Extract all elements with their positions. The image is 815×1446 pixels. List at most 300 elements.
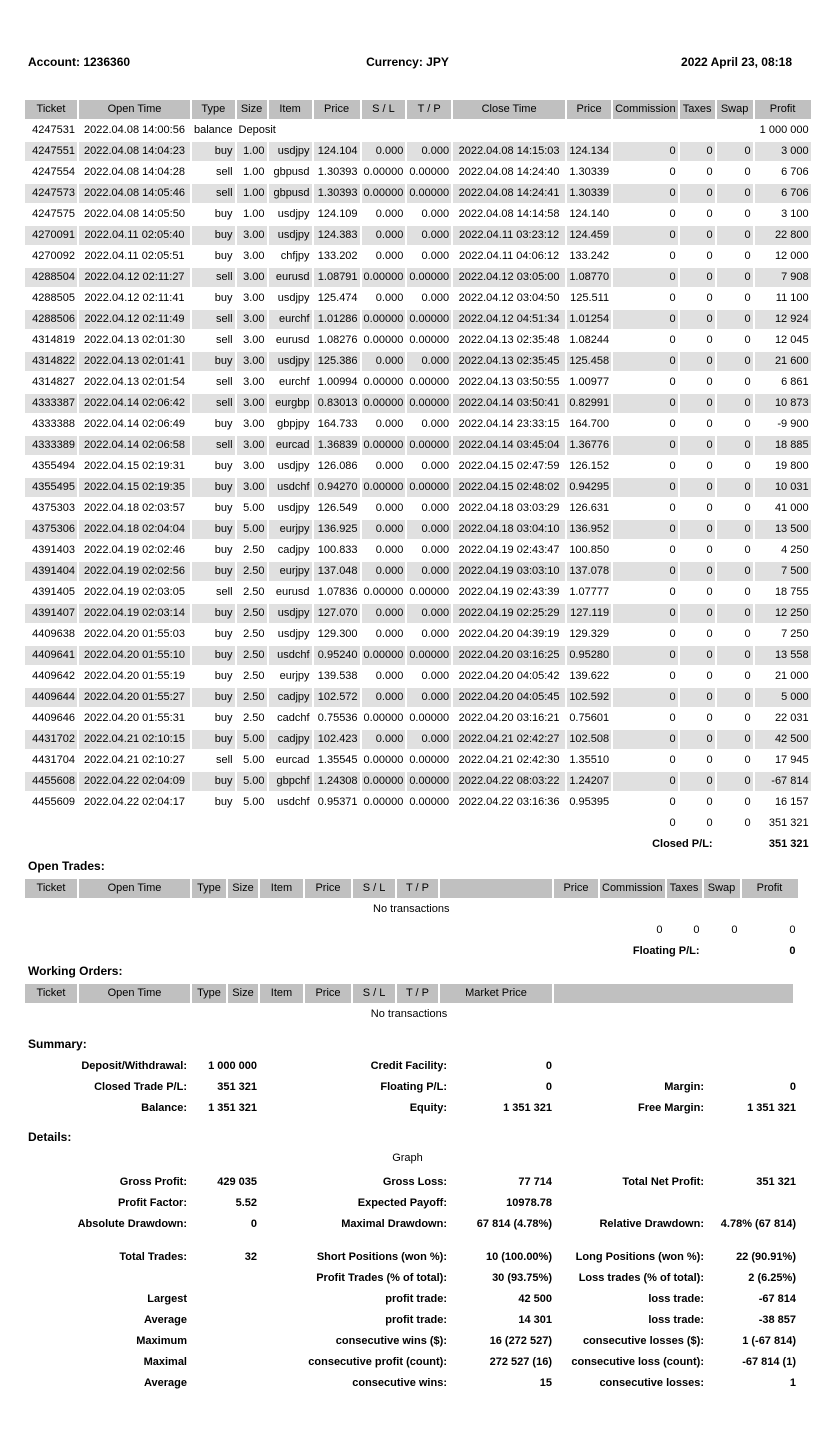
close-time: 2022.04.11 03:23:12 — [453, 226, 565, 245]
item: cadjpy — [269, 541, 312, 560]
trade-stat-value: 42 500 — [518, 1293, 552, 1305]
total-profit: 351 321 — [768, 817, 809, 829]
swap: 0 — [717, 646, 753, 665]
sl: 0.000 — [362, 352, 406, 371]
tp: 0.00000 — [407, 772, 451, 791]
tp: 0.00000 — [407, 310, 451, 329]
commission: 0 — [613, 373, 678, 392]
item: usdjpy — [269, 205, 312, 224]
taxes: 0 — [680, 457, 715, 476]
tp: 0.000 — [407, 205, 451, 224]
summary-label: Balance: — [141, 1102, 187, 1114]
size: 1.00 — [237, 205, 267, 224]
trade-stat-row — [0, 1310, 815, 1331]
swap: 0 — [717, 499, 753, 518]
type: buy — [192, 352, 235, 371]
trade-row — [25, 730, 811, 749]
tp: 0.000 — [407, 247, 451, 266]
account-label: Account: 1236360 — [28, 55, 131, 69]
graph-placeholder: Graph — [392, 1152, 423, 1164]
tp: 0.000 — [407, 625, 451, 644]
size: 2.50 — [237, 625, 267, 644]
spacer — [25, 835, 611, 854]
item: eurgbp — [269, 394, 312, 413]
column-header: Profit — [742, 879, 798, 898]
trade-stat-row — [0, 1331, 815, 1352]
size: 5.00 — [237, 499, 267, 518]
taxes: 0 — [680, 184, 715, 203]
stat-value — [707, 1193, 799, 1214]
column-header: Type — [192, 100, 235, 119]
close-price: 124.140 — [567, 205, 611, 224]
open-price: 0.95371 — [314, 793, 360, 812]
trade-row — [25, 520, 811, 539]
column-header: T / P — [397, 879, 438, 898]
sl: 0.00000 — [362, 331, 406, 350]
summary-value: 0 — [545, 1060, 552, 1072]
open-time: 2022.04.14 02:06:58 — [79, 436, 190, 455]
stat-label: Gross Profit: — [119, 1176, 187, 1188]
swap: 0 — [717, 415, 753, 434]
close-time: 2022.04.22 08:03:22 — [453, 772, 565, 791]
swap: 0 — [717, 289, 753, 308]
trade-row — [25, 415, 811, 434]
type: buy — [192, 520, 235, 539]
item: usdchf — [269, 646, 312, 665]
trade-stat-value: 30 (93.75%) — [492, 1272, 552, 1284]
close-time: 2022.04.19 02:43:47 — [453, 541, 565, 560]
summary-label: Equity: — [409, 1102, 447, 1114]
item: usdchf — [269, 793, 312, 812]
stat-label: Maximal Drawdown: — [341, 1218, 447, 1230]
profit: -9 900 — [755, 415, 811, 434]
ticket: 4391405 — [25, 583, 77, 602]
open-time: 2022.04.18 02:03:57 — [79, 499, 190, 518]
size: 1.00 — [237, 142, 267, 161]
sl: 0.000 — [362, 205, 406, 224]
table-header-row — [25, 100, 811, 119]
trade-row — [25, 394, 811, 413]
commission: 0 — [613, 499, 678, 518]
column-header: Size — [228, 984, 258, 1003]
details-trade-stats-grid — [0, 1247, 815, 1394]
trade-stat-value — [190, 1268, 260, 1289]
open-time: 2022.04.22 02:04:17 — [79, 793, 190, 812]
profit: 22 031 — [755, 709, 811, 728]
size: 5.00 — [237, 793, 267, 812]
profit: 13 500 — [755, 520, 811, 539]
swap: 0 — [717, 604, 753, 623]
close-price: 124.459 — [567, 226, 611, 245]
close-time: 2022.04.12 04:51:34 — [453, 310, 565, 329]
type: buy — [192, 205, 235, 224]
tp: 0.00000 — [407, 331, 451, 350]
profit: 4 250 — [755, 541, 811, 560]
close-time: 2022.04.19 02:43:39 — [453, 583, 565, 602]
column-header: Market Price — [440, 984, 552, 1003]
open-price: 1.01286 — [314, 310, 360, 329]
type: buy — [192, 142, 235, 161]
close-time: 2022.04.08 14:15:03 — [453, 142, 565, 161]
tp: 0.00000 — [407, 709, 451, 728]
type: buy — [192, 667, 235, 686]
close-time: 2022.04.21 02:42:27 — [453, 730, 565, 749]
ticket: 4431702 — [25, 730, 77, 749]
spacer — [25, 814, 611, 833]
commission: 0 — [613, 541, 678, 560]
commission: 0 — [613, 646, 678, 665]
ticket: 4409646 — [25, 709, 77, 728]
taxes: 0 — [680, 646, 715, 665]
open-time: 2022.04.14 02:06:42 — [79, 394, 190, 413]
details-stats-grid — [0, 1172, 815, 1235]
close-price: 1.08770 — [567, 268, 611, 287]
column-header: Item — [269, 100, 312, 119]
swap: 0 — [717, 394, 753, 413]
size: 5.00 — [237, 730, 267, 749]
open-time: 2022.04.12 02:11:49 — [79, 310, 190, 329]
floating-pl-label: Floating P/L: — [632, 945, 700, 957]
tp: 0.00000 — [407, 163, 451, 182]
trade-stat-label: profit trade: — [385, 1314, 447, 1326]
ticket: 4333388 — [25, 415, 77, 434]
item: usdjpy — [269, 499, 312, 518]
sl: 0.00000 — [362, 583, 406, 602]
column-header: Ticket — [25, 100, 77, 119]
size: 3.00 — [237, 457, 267, 476]
open-time: 2022.04.11 02:05:40 — [79, 226, 190, 245]
trade-stat-label: consecutive losses ($): — [582, 1335, 704, 1347]
tp: 0.000 — [407, 415, 451, 434]
trade-stat-label: Total Trades: — [119, 1251, 187, 1263]
trade-stat-value: 1 — [789, 1377, 796, 1389]
commission: 0 — [613, 247, 678, 266]
close-time: 2022.04.18 03:04:10 — [453, 520, 565, 539]
taxes: 0 — [680, 604, 715, 623]
open-time: 2022.04.15 02:19:35 — [79, 478, 190, 497]
ticket: 4355494 — [25, 457, 77, 476]
close-time: 2022.04.15 02:48:02 — [453, 478, 565, 497]
trade-row — [25, 499, 811, 518]
close-price: 0.95280 — [567, 646, 611, 665]
tp: 0.00000 — [407, 394, 451, 413]
stat-value: 5.52 — [235, 1197, 257, 1209]
column-header: Commission — [600, 879, 665, 898]
ticket: 4270091 — [25, 226, 77, 245]
summary-label: Closed Trade P/L: — [94, 1081, 187, 1093]
tp: 0.000 — [407, 730, 451, 749]
trade-stat-label: Largest — [147, 1293, 187, 1305]
column-header: Type — [192, 984, 226, 1003]
close-price: 1.24207 — [567, 772, 611, 791]
taxes: 0 — [680, 478, 715, 497]
ticket: 4314827 — [25, 373, 77, 392]
close-price: 100.850 — [567, 541, 611, 560]
swap: 0 — [717, 331, 753, 350]
close-time: 2022.04.20 03:16:21 — [453, 709, 565, 728]
open-time: 2022.04.20 01:55:03 — [79, 625, 190, 644]
taxes: 0 — [680, 331, 715, 350]
type: buy — [192, 688, 235, 707]
item: gbpusd — [269, 184, 312, 203]
sl: 0.00000 — [362, 268, 406, 287]
swap: 0 — [717, 562, 753, 581]
column-header: Type — [192, 879, 226, 898]
open-price: 0.75536 — [314, 709, 360, 728]
sl: 0.00000 — [362, 184, 406, 203]
sl: 0.000 — [362, 142, 406, 161]
floating-pl-row — [25, 942, 798, 961]
commission: 0 — [613, 352, 678, 371]
trade-stat-value: -38 857 — [758, 1314, 796, 1326]
type: buy — [192, 604, 235, 623]
tp: 0.000 — [407, 520, 451, 539]
open-time: 2022.04.13 02:01:30 — [79, 331, 190, 350]
trade-stat-row — [0, 1268, 815, 1289]
trade-row — [25, 226, 811, 245]
open-price: 1.30393 — [314, 184, 360, 203]
close-time: 2022.04.08 14:24:40 — [453, 163, 565, 182]
swap: 0 — [717, 520, 753, 539]
type: sell — [192, 163, 235, 182]
size: 2.50 — [237, 667, 267, 686]
sl: 0.000 — [362, 541, 406, 560]
summary-label — [555, 1056, 707, 1077]
trade-stat-value: 22 (90.91%) — [736, 1251, 796, 1263]
open-time: 2022.04.08 14:04:28 — [79, 163, 190, 182]
column-header: Profit — [755, 100, 811, 119]
column-header: Price — [305, 879, 351, 898]
no-transactions-row — [25, 1005, 793, 1024]
column-header — [440, 879, 552, 898]
trade-stat-label: Loss trades (% of total): — [578, 1272, 704, 1284]
summary-row — [0, 1098, 815, 1119]
commission: 0 — [613, 184, 678, 203]
swap: 0 — [717, 478, 753, 497]
trade-stat-label: Long Positions (won %): — [575, 1251, 704, 1263]
item: usdchf — [269, 478, 312, 497]
total-commission: 0 — [656, 924, 663, 936]
ticket: 4314822 — [25, 352, 77, 371]
taxes: 0 — [680, 226, 715, 245]
tp: 0.00000 — [407, 646, 451, 665]
trade-stat-row — [0, 1352, 815, 1373]
item: eurusd — [269, 268, 312, 287]
stat-label — [555, 1193, 707, 1214]
profit: 6 706 — [755, 184, 811, 203]
profit: 10 031 — [755, 478, 811, 497]
type: sell — [192, 373, 235, 392]
summary-label: Credit Facility: — [370, 1060, 447, 1072]
close-time: 2022.04.13 02:35:48 — [453, 331, 565, 350]
trade-row — [25, 373, 811, 392]
column-header: Price — [554, 879, 598, 898]
open-price: 124.104 — [314, 142, 360, 161]
summary-value: 1 351 321 — [208, 1102, 257, 1114]
tp: 0.000 — [407, 289, 451, 308]
close-price: 137.078 — [567, 562, 611, 581]
type: buy — [192, 499, 235, 518]
column-header: Swap — [717, 100, 753, 119]
type: buy — [192, 562, 235, 581]
table-header-row — [25, 984, 793, 1003]
profit: 6 861 — [755, 373, 811, 392]
open-time: 2022.04.19 02:03:05 — [79, 583, 190, 602]
ticket: 4270092 — [25, 247, 77, 266]
tp: 0.000 — [407, 541, 451, 560]
close-time: 2022.04.15 02:47:59 — [453, 457, 565, 476]
spacer — [25, 942, 598, 961]
close-price: 1.00977 — [567, 373, 611, 392]
open-price: 0.83013 — [314, 394, 360, 413]
trade-stat-value: 2 (6.25%) — [748, 1272, 796, 1284]
item: gbpusd — [269, 163, 312, 182]
profit: 13 558 — [755, 646, 811, 665]
column-header — [554, 984, 793, 1003]
trade-stat-label — [0, 1268, 190, 1289]
item: usdjpy — [269, 142, 312, 161]
item: usdjpy — [269, 289, 312, 308]
trade-stat-label: Profit Trades (% of total): — [316, 1272, 447, 1284]
profit: 22 800 — [755, 226, 811, 245]
taxes: 0 — [680, 667, 715, 686]
profit: 41 000 — [755, 499, 811, 518]
column-header: T / P — [407, 100, 451, 119]
taxes: 0 — [680, 247, 715, 266]
trade-row — [25, 289, 811, 308]
item: usdjpy — [269, 226, 312, 245]
type: buy — [192, 793, 235, 812]
close-price: 1.01254 — [567, 310, 611, 329]
swap: 0 — [717, 772, 753, 791]
taxes: 0 — [680, 415, 715, 434]
taxes: 0 — [680, 709, 715, 728]
size: 2.50 — [237, 541, 267, 560]
profit: 12 924 — [755, 310, 811, 329]
swap: 0 — [717, 709, 753, 728]
commission: 0 — [613, 163, 678, 182]
summary-row — [0, 1077, 815, 1098]
taxes: 0 — [680, 289, 715, 308]
type: sell — [192, 331, 235, 350]
trade-stat-value — [190, 1289, 260, 1310]
commission: 0 — [613, 268, 678, 287]
tp: 0.00000 — [407, 793, 451, 812]
item: gbpchf — [269, 772, 312, 791]
open-price: 0.94270 — [314, 478, 360, 497]
close-price: 102.508 — [567, 730, 611, 749]
swap: 0 — [717, 184, 753, 203]
size: 3.00 — [237, 478, 267, 497]
close-time: 2022.04.12 03:04:50 — [453, 289, 565, 308]
tp: 0.000 — [407, 667, 451, 686]
table-header-row — [25, 879, 798, 898]
trade-stat-row — [0, 1289, 815, 1310]
trade-row — [25, 352, 811, 371]
size: 3.00 — [237, 436, 267, 455]
profit: 17 945 — [755, 751, 811, 770]
floating-pl-value: 0 — [789, 945, 796, 957]
swap: 0 — [717, 373, 753, 392]
taxes: 0 — [680, 142, 715, 161]
trade-row — [25, 457, 811, 476]
open-price: 136.925 — [314, 520, 360, 539]
ticket: 4375303 — [25, 499, 77, 518]
type: sell — [192, 310, 235, 329]
item: eurjpy — [269, 667, 312, 686]
swap: 0 — [717, 247, 753, 266]
ticket: 4247554 — [25, 163, 77, 182]
commission: 0 — [613, 709, 678, 728]
open-time: 2022.04.20 01:55:27 — [79, 688, 190, 707]
swap: 0 — [717, 793, 753, 812]
close-price: 125.458 — [567, 352, 611, 371]
close-price: 102.592 — [567, 688, 611, 707]
trade-stat-label: loss trade: — [648, 1293, 704, 1305]
ticket: 4431704 — [25, 751, 77, 770]
stat-label: Profit Factor: — [117, 1197, 187, 1209]
trade-stat-value: 15 — [539, 1377, 552, 1389]
sl: 0.000 — [362, 457, 406, 476]
ticket: 4391403 — [25, 541, 77, 560]
close-time: 2022.04.12 03:05:00 — [453, 268, 565, 287]
close-time: 2022.04.19 02:25:29 — [453, 604, 565, 623]
trade-stat-label: Maximum — [136, 1335, 187, 1347]
profit: 18 755 — [755, 583, 811, 602]
type: buy — [192, 289, 235, 308]
trade-row — [25, 310, 811, 329]
size: 5.00 — [237, 772, 267, 791]
close-price: 127.119 — [567, 604, 611, 623]
total-swap: 0 — [744, 817, 751, 829]
close-time: 2022.04.20 04:05:45 — [453, 688, 565, 707]
summary-label: Margin: — [664, 1081, 704, 1093]
size: 3.00 — [237, 352, 267, 371]
type: buy — [192, 457, 235, 476]
trade-stat-label: profit trade: — [385, 1293, 447, 1305]
swap: 0 — [717, 310, 753, 329]
taxes: 0 — [680, 583, 715, 602]
summary-label: Free Margin: — [637, 1102, 704, 1114]
sl: 0.000 — [362, 520, 406, 539]
commission: 0 — [613, 562, 678, 581]
trade-row — [25, 562, 811, 581]
column-header: Item — [260, 984, 303, 1003]
size: 3.00 — [237, 289, 267, 308]
open-time: 2022.04.12 02:11:27 — [79, 268, 190, 287]
tp: 0.000 — [407, 562, 451, 581]
item: cadjpy — [269, 730, 312, 749]
working-orders-table — [23, 982, 795, 1026]
stat-value: 67 814 (4.78%) — [476, 1218, 552, 1230]
type: sell — [192, 436, 235, 455]
column-header: Open Time — [79, 879, 190, 898]
close-price: 136.952 — [567, 520, 611, 539]
swap: 0 — [717, 268, 753, 287]
tp: 0.00000 — [407, 583, 451, 602]
ticket: 4247575 — [25, 205, 77, 224]
summary-value: 1 000 000 — [208, 1060, 257, 1072]
trade-stat-value: 1 (-67 814) — [742, 1335, 796, 1347]
type: sell — [192, 184, 235, 203]
close-time: 2022.04.08 14:24:41 — [453, 184, 565, 203]
profit: 7 500 — [755, 562, 811, 581]
open-time: 2022.04.08 14:05:50 — [79, 205, 190, 224]
open-time: 2022.04.20 01:55:19 — [79, 667, 190, 686]
column-header: Commission — [613, 100, 678, 119]
ticket: 4247551 — [25, 142, 77, 161]
taxes: 0 — [680, 730, 715, 749]
